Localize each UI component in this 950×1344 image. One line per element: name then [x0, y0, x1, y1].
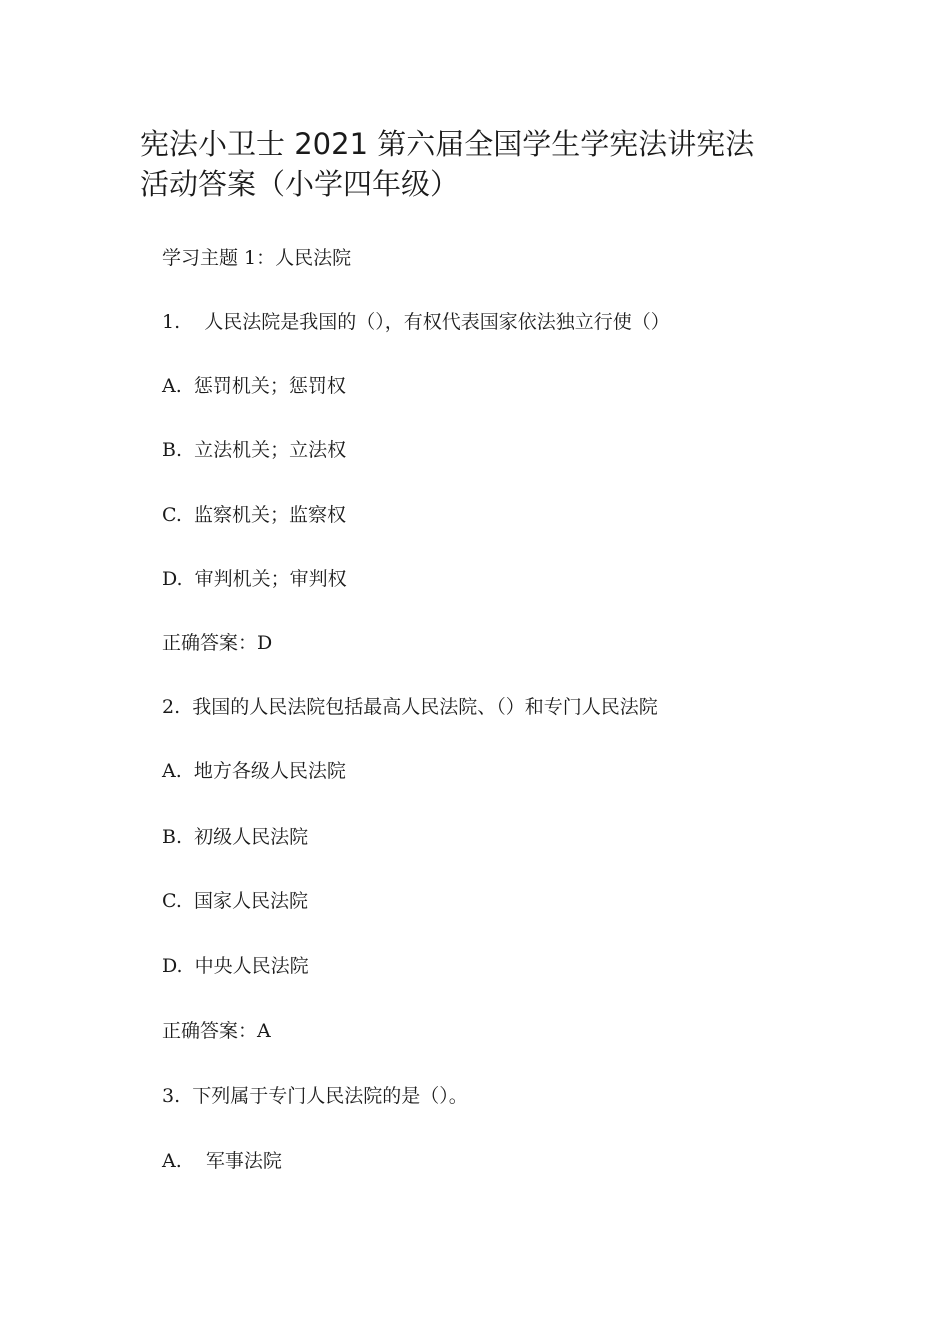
question-1-option-a: A. 惩罚机关；惩罚权	[162, 375, 346, 397]
title-line-1: 宪法小卫士 2021 第六届全国学生学宪法讲宪法	[140, 127, 755, 161]
topic-heading: 学习主题 1：人民法院	[162, 247, 352, 269]
question-3-text: 3. 下列属于专门人民法院的是（）。	[162, 1085, 468, 1107]
title-line-2: 活动答案（小学四年级）	[140, 167, 460, 201]
question-2-option-d: D. 中央人民法院	[162, 955, 309, 977]
question-1-answer: 正确答案：D	[162, 632, 273, 654]
question-2-text: 2. 我国的人民法院包括最高人民法院、（）和专门人民法院	[162, 696, 658, 718]
question-1-option-c: C. 监察机关；监察权	[162, 504, 346, 526]
question-2-answer: 正确答案：A	[162, 1020, 271, 1042]
question-1-option-b: B. 立法机关；立法权	[162, 439, 347, 461]
question-1-text: 1. 人民法院是我国的（），有权代表国家依法独立行使（）	[162, 311, 670, 333]
document-title	[140, 124, 780, 204]
question-2-option-a: A. 地方各级人民法院	[162, 760, 346, 782]
question-1-option-d: D. 审判机关；审判权	[162, 568, 347, 590]
question-2-option-b: B. 初级人民法院	[162, 826, 309, 848]
question-3-option-a: A. 军事法院	[162, 1150, 282, 1172]
question-2-option-c: C. 国家人民法院	[162, 890, 308, 912]
